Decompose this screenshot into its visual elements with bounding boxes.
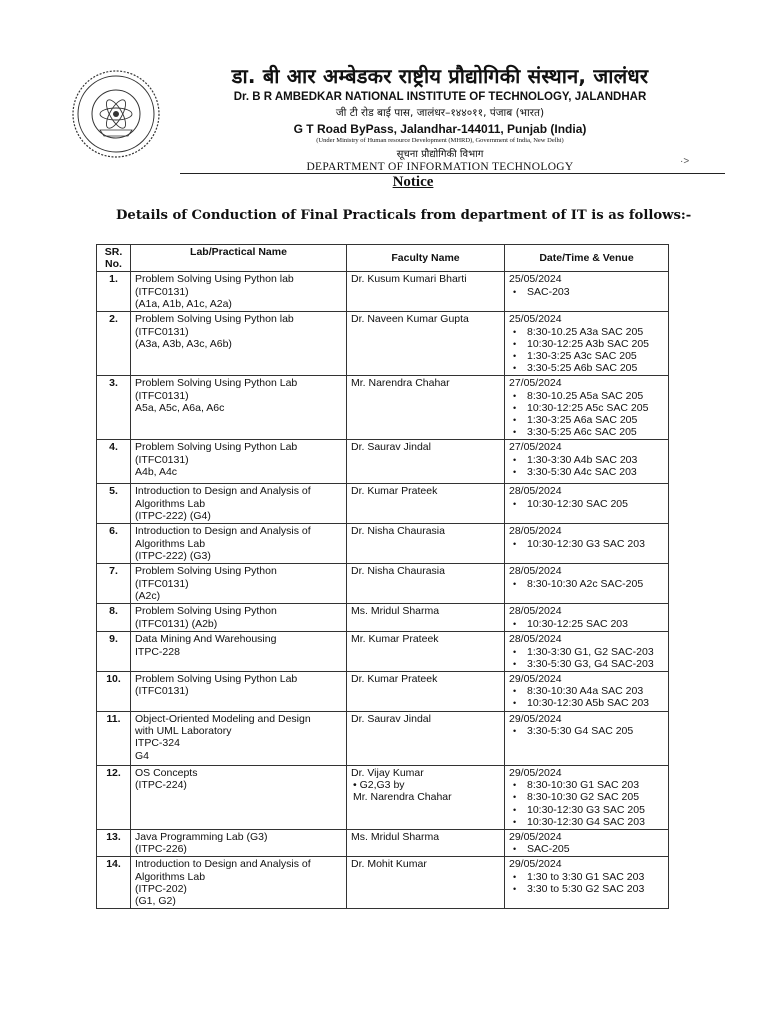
- lab-name-line: (ITPC-202): [135, 882, 187, 895]
- row-lab-name: [131, 672, 347, 712]
- lab-name-line: Algorithms Lab: [135, 537, 206, 550]
- time-slot-text: 8:30-10:30 A2c SAC-205: [527, 577, 644, 590]
- row-datetime-venue: [505, 272, 669, 312]
- bullet-icon: •: [513, 326, 517, 337]
- lab-name-line: Introduction to Design and Analysis of: [135, 858, 311, 871]
- row-sr-number: 3.: [97, 376, 131, 440]
- lab-name-line: with UML Laboratory: [135, 725, 232, 738]
- lab-name-line: Java Programming Lab (G3): [135, 831, 268, 844]
- row-sr-number: 1.: [97, 272, 131, 312]
- row-datetime-venue: [505, 564, 669, 604]
- department-hindi: सूचना प्रौद्योगिकी विभाग: [396, 149, 484, 160]
- time-slot-text: 3:30-5:25 A6c SAC 205: [527, 426, 637, 439]
- practical-date: 29/05/2024: [509, 767, 562, 780]
- practical-date: 29/05/2024: [509, 713, 562, 726]
- time-slot-text: 3:30 to 5:30 G2 SAC 203: [527, 882, 645, 895]
- row-sr-number: 7.: [97, 564, 131, 604]
- address-hindi: जी टी रोड बाई पास, जालंधर–१४४०११, पंजाब (भारत): [335, 107, 545, 119]
- bullet-icon: •: [513, 804, 517, 815]
- institute-header: [180, 62, 700, 173]
- row-sr-number: 9.: [97, 632, 131, 672]
- time-slot-item: [509, 883, 664, 895]
- bullet-icon: •: [513, 618, 517, 629]
- lab-name-line: (ITFC0131): [135, 389, 189, 402]
- row-sr-number: 6.: [97, 524, 131, 564]
- time-slot-item: [509, 725, 664, 737]
- faculty-name-line: Dr. Saurav Jindal: [351, 441, 431, 454]
- time-slot-item: [509, 390, 664, 402]
- row-datetime-venue: [505, 672, 669, 712]
- practicals-table: [96, 244, 669, 909]
- row-datetime-venue: [505, 312, 669, 376]
- row-datetime-venue: [505, 712, 669, 766]
- row-datetime-venue: [505, 524, 669, 564]
- faculty-name-line: Dr. Kumar Prateek: [351, 673, 438, 686]
- time-slot-item: [509, 791, 664, 803]
- faculty-name-line: • G2,G3 by: [353, 779, 405, 792]
- lab-name-line: (ITPC-222) (G3): [135, 549, 211, 562]
- time-slot-item: [509, 498, 664, 510]
- practical-date: 25/05/2024: [509, 313, 562, 326]
- time-slot-text: SAC-203: [527, 285, 570, 298]
- header-faculty: Faculty Name: [347, 245, 505, 272]
- lab-name-line: (ITFC0131): [135, 685, 189, 698]
- row-lab-name: [131, 857, 347, 909]
- time-slot-item: [509, 804, 664, 816]
- time-slot-item: [509, 362, 664, 374]
- row-sr-number: 2.: [97, 312, 131, 376]
- bullet-icon: •: [513, 698, 517, 709]
- faculty-name-line: Dr. Naveen Kumar Gupta: [351, 313, 469, 326]
- row-datetime-venue: [505, 376, 669, 440]
- row-lab-name: [131, 830, 347, 857]
- lab-name-line: Problem Solving Using Python lab: [135, 313, 294, 326]
- lab-name-line: Problem Solving Using Python Lab: [135, 377, 298, 390]
- time-slot-text: 3:30-5:25 A6b SAC 205: [527, 362, 638, 375]
- institute-name-hindi: डा. बी आर अम्बेडकर राष्ट्रीय प्रौद्योगिकी संस्थान, जालंधर: [231, 64, 649, 88]
- row-lab-name: [131, 524, 347, 564]
- row-faculty: [347, 440, 505, 484]
- time-slot-item: [509, 326, 664, 338]
- row-sr-number: 4.: [97, 440, 131, 484]
- practical-date: 28/05/2024: [509, 605, 562, 618]
- lab-name-line: (A3a, A3b, A3c, A6b): [135, 337, 232, 350]
- row-lab-name: [131, 766, 347, 830]
- faculty-name-line: Dr. Nisha Chaurasia: [351, 525, 445, 538]
- address-english: G T Road ByPass, Jalandhar-144011, Punjab (India): [293, 122, 587, 136]
- lab-name-line: (ITFC0131): [135, 577, 189, 590]
- row-faculty: [347, 830, 505, 857]
- lab-name-line: G4: [135, 749, 150, 762]
- time-slot-text: 3:30-5:30 G3, G4 SAC-203: [527, 657, 654, 670]
- time-slot-text: 8:30-10:30 G1 SAC 203: [527, 779, 640, 792]
- faculty-name-line: Dr. Mohit Kumar: [351, 858, 427, 871]
- row-datetime-venue: [505, 604, 669, 632]
- time-slot-text: SAC-205: [527, 843, 570, 856]
- bullet-icon: •: [513, 816, 517, 827]
- faculty-name-line: Dr. Nisha Chaurasia: [351, 565, 445, 578]
- row-faculty: [347, 564, 505, 604]
- time-slot-item: [509, 350, 664, 362]
- time-slot-item: [509, 843, 664, 855]
- bullet-icon: •: [513, 415, 517, 426]
- faculty-name-line: Mr. Narendra Chahar: [351, 377, 450, 390]
- row-faculty: [347, 857, 505, 909]
- ministry-note: (Under Ministry of Human resource Development (MHRD), Government of India, New Delhi): [316, 137, 564, 144]
- intro-text: Details of Conduction of Final Practicals from department of IT is as follows:-: [116, 208, 692, 223]
- time-slot-item: [509, 402, 664, 414]
- table-header-row: [97, 245, 669, 272]
- bullet-icon: •: [513, 390, 517, 401]
- lab-name-line: (ITFC0131): [135, 453, 189, 466]
- time-slot-item: [509, 426, 664, 438]
- header-sr: [97, 245, 131, 272]
- lab-name-line: OS Concepts: [135, 767, 198, 780]
- row-faculty: [347, 672, 505, 712]
- time-slot-text: 1:30-3:25 A6a SAC 205: [527, 414, 638, 427]
- lab-name-line: Problem Solving Using Python: [135, 605, 277, 618]
- time-slot-item: [509, 871, 664, 883]
- time-slot-text: 10:30-12:25 A3b SAC 205: [527, 337, 650, 350]
- row-faculty: [347, 632, 505, 672]
- row-faculty: [347, 524, 505, 564]
- bullet-icon: •: [513, 363, 517, 374]
- header-sr-line: No.: [105, 258, 122, 271]
- time-slot-text: 8:30-10.25 A5a SAC 205: [527, 389, 644, 402]
- bullet-icon: •: [513, 286, 517, 297]
- faculty-name-line: Mr. Kumar Prateek: [351, 633, 439, 646]
- bullet-icon: •: [513, 780, 517, 791]
- bullet-icon: •: [513, 402, 517, 413]
- time-slot-text: 3:30-5:30 G4 SAC 205: [527, 725, 634, 738]
- faculty-name-line: Ms. Mridul Sharma: [351, 831, 440, 844]
- time-slot-item: [509, 646, 664, 658]
- bullet-icon: •: [513, 726, 517, 737]
- lab-name-line: (ITPC-222) (G4): [135, 509, 211, 522]
- lab-name-line: A4b, A4c: [135, 465, 178, 478]
- time-slot-text: 10:30-12:30 A5b SAC 203: [527, 697, 650, 710]
- row-datetime-venue: [505, 766, 669, 830]
- time-slot-item: [509, 414, 664, 426]
- row-sr-number: 10.: [97, 672, 131, 712]
- time-slot-item: [509, 286, 664, 298]
- time-slot-text: 1:30-3:30 G1, G2 SAC-203: [527, 645, 654, 658]
- row-lab-name: [131, 604, 347, 632]
- row-faculty: [347, 312, 505, 376]
- time-slot-text: 1:30 to 3:30 G1 SAC 203: [527, 870, 645, 883]
- lab-name-line: (A2c): [135, 589, 161, 602]
- row-lab-name: [131, 484, 347, 524]
- time-slot-text: 1:30-3:25 A3c SAC 205: [527, 350, 637, 363]
- time-slot-text: 3:30-5:30 A4c SAC 203: [527, 465, 637, 478]
- lab-name-line: (ITPC-226): [135, 843, 187, 856]
- table-row: [97, 524, 669, 564]
- lab-name-line: Data Mining And Warehousing: [135, 633, 277, 646]
- lab-name-line: Object-Oriented Modeling and Design: [135, 713, 311, 726]
- row-faculty: [347, 272, 505, 312]
- time-slot-item: [509, 466, 664, 478]
- table-row: [97, 632, 669, 672]
- time-slot-item: [509, 618, 664, 630]
- row-sr-number: 5.: [97, 484, 131, 524]
- table-row: [97, 672, 669, 712]
- table-row: [97, 440, 669, 484]
- practical-date: 25/05/2024: [509, 273, 562, 286]
- row-sr-number: 8.: [97, 604, 131, 632]
- time-slot-text: 10:30-12:30 G4 SAC 203: [527, 815, 645, 828]
- table-row: [97, 712, 669, 766]
- institute-name-english: Dr. B R AMBEDKAR NATIONAL INSTITUTE OF TECHNOLOGY, JALANDHAR: [233, 91, 647, 103]
- row-faculty: [347, 712, 505, 766]
- time-slot-text: 1:30-3:30 A4b SAC 203: [527, 453, 638, 466]
- practical-date: 29/05/2024: [509, 858, 562, 871]
- bullet-icon: •: [513, 351, 517, 362]
- time-slot-item: [509, 685, 664, 697]
- lab-name-line: ITPC-228: [135, 645, 180, 658]
- table-row: [97, 830, 669, 857]
- row-sr-number: 14.: [97, 857, 131, 909]
- time-slot-item: [509, 338, 664, 350]
- row-lab-name: [131, 712, 347, 766]
- header-datetime: Date/Time & Venue: [505, 245, 669, 272]
- faculty-name-line: Dr. Kumar Prateek: [351, 485, 438, 498]
- time-slot-item: [509, 697, 664, 709]
- time-slot-item: [509, 779, 664, 791]
- bullet-icon: •: [513, 498, 517, 509]
- practical-date: 28/05/2024: [509, 633, 562, 646]
- practical-date: 28/05/2024: [509, 525, 562, 538]
- bullet-icon: •: [513, 578, 517, 589]
- row-datetime-venue: [505, 857, 669, 909]
- time-slot-item: [509, 454, 664, 466]
- time-slot-item: [509, 538, 664, 550]
- time-slot-text: 8:30-10:30 G2 SAC 205: [527, 791, 640, 804]
- table-row: [97, 272, 669, 312]
- row-datetime-venue: [505, 632, 669, 672]
- table-row: [97, 857, 669, 909]
- bullet-icon: •: [513, 338, 517, 349]
- faculty-name-line: Mr. Narendra Chahar: [353, 791, 452, 804]
- table-row: [97, 376, 669, 440]
- header-lab: Lab/Practical Name: [131, 245, 347, 272]
- row-sr-number: 13.: [97, 830, 131, 857]
- time-slot-text: 10:30-12:30 G3 SAC 203: [527, 537, 645, 550]
- row-datetime-venue: [505, 440, 669, 484]
- faculty-name-line: Ms. Mridul Sharma: [351, 605, 440, 618]
- practical-date: 27/05/2024: [509, 377, 562, 390]
- lab-name-line: (ITPC-224): [135, 779, 187, 792]
- row-faculty: [347, 766, 505, 830]
- lab-name-line: (ITFC0131): [135, 285, 189, 298]
- table-row: [97, 312, 669, 376]
- bullet-icon: •: [513, 686, 517, 697]
- tick-mark-icon: ·>: [680, 156, 690, 167]
- bullet-icon: •: [513, 538, 517, 549]
- time-slot-text: 8:30-10:30 A4a SAC 203: [527, 685, 644, 698]
- row-faculty: [347, 376, 505, 440]
- lab-name-line: Introduction to Design and Analysis of: [135, 485, 311, 498]
- lab-name-line: (A1a, A1b, A1c, A2a): [135, 297, 232, 310]
- lab-name-line: Algorithms Lab: [135, 497, 206, 510]
- lab-name-line: (ITFC0131): [135, 325, 189, 338]
- lab-name-line: Problem Solving Using Python Lab: [135, 441, 298, 454]
- bullet-icon: •: [513, 883, 517, 894]
- practical-date: 28/05/2024: [509, 485, 562, 498]
- lab-name-line: A5a, A5c, A6a, A6c: [135, 401, 225, 414]
- table-row: [97, 766, 669, 830]
- time-slot-text: 10:30-12:30 G3 SAC 205: [527, 803, 645, 816]
- bullet-icon: •: [513, 792, 517, 803]
- row-faculty: [347, 484, 505, 524]
- time-slot-text: 10:30-12:25 A5c SAC 205: [527, 401, 649, 414]
- time-slot-item: [509, 578, 664, 590]
- table-row: [97, 564, 669, 604]
- lab-name-line: Problem Solving Using Python Lab: [135, 673, 298, 686]
- practical-date: 27/05/2024: [509, 441, 562, 454]
- time-slot-item: [509, 658, 664, 670]
- bullet-icon: •: [513, 658, 517, 669]
- institute-emblem-icon: [70, 68, 162, 160]
- lab-name-line: Algorithms Lab: [135, 870, 206, 883]
- bullet-icon: •: [513, 466, 517, 477]
- table-body: [97, 272, 669, 909]
- faculty-name-line: Dr. Saurav Jindal: [351, 713, 431, 726]
- row-lab-name: [131, 376, 347, 440]
- row-sr-number: 11.: [97, 712, 131, 766]
- department-english: DEPARTMENT OF INFORMATION TECHNOLOGY: [306, 161, 574, 173]
- lab-name-line: Problem Solving Using Python: [135, 565, 277, 578]
- lab-name-line: (ITFC0131) (A2b): [135, 617, 218, 630]
- lab-name-line: (G1, G2): [135, 895, 176, 908]
- bullet-icon: •: [513, 646, 517, 657]
- practical-date: 28/05/2024: [509, 565, 562, 578]
- row-datetime-venue: [505, 830, 669, 857]
- row-faculty: [347, 604, 505, 632]
- row-sr-number: 12.: [97, 766, 131, 830]
- bullet-icon: •: [513, 844, 517, 855]
- header-sr-line: SR.: [104, 246, 123, 258]
- lab-name-line: Problem Solving Using Python lab: [135, 273, 294, 286]
- row-lab-name: [131, 272, 347, 312]
- faculty-name-line: Dr. Vijay Kumar: [351, 767, 424, 780]
- lab-name-line: Introduction to Design and Analysis of: [135, 525, 311, 538]
- row-lab-name: [131, 564, 347, 604]
- row-datetime-venue: [505, 484, 669, 524]
- bullet-icon: •: [513, 427, 517, 438]
- row-lab-name: [131, 312, 347, 376]
- row-lab-name: [131, 440, 347, 484]
- time-slot-text: 8:30-10.25 A3a SAC 205: [527, 325, 644, 338]
- row-lab-name: [131, 632, 347, 672]
- lab-name-line: ITPC-324: [135, 737, 180, 750]
- bullet-icon: •: [513, 871, 517, 882]
- table-row: [97, 484, 669, 524]
- time-slot-text: 10:30-12:25 SAC 203: [527, 617, 628, 630]
- practical-date: 29/05/2024: [509, 831, 562, 844]
- bullet-icon: •: [513, 454, 517, 465]
- practical-date: 29/05/2024: [509, 673, 562, 686]
- faculty-name-line: Dr. Kusum Kumari Bharti: [351, 273, 467, 286]
- time-slot-item: [509, 816, 664, 828]
- time-slot-text: 10:30-12:30 SAC 205: [527, 497, 628, 510]
- notice-title: Notice: [392, 174, 434, 190]
- table-row: [97, 604, 669, 632]
